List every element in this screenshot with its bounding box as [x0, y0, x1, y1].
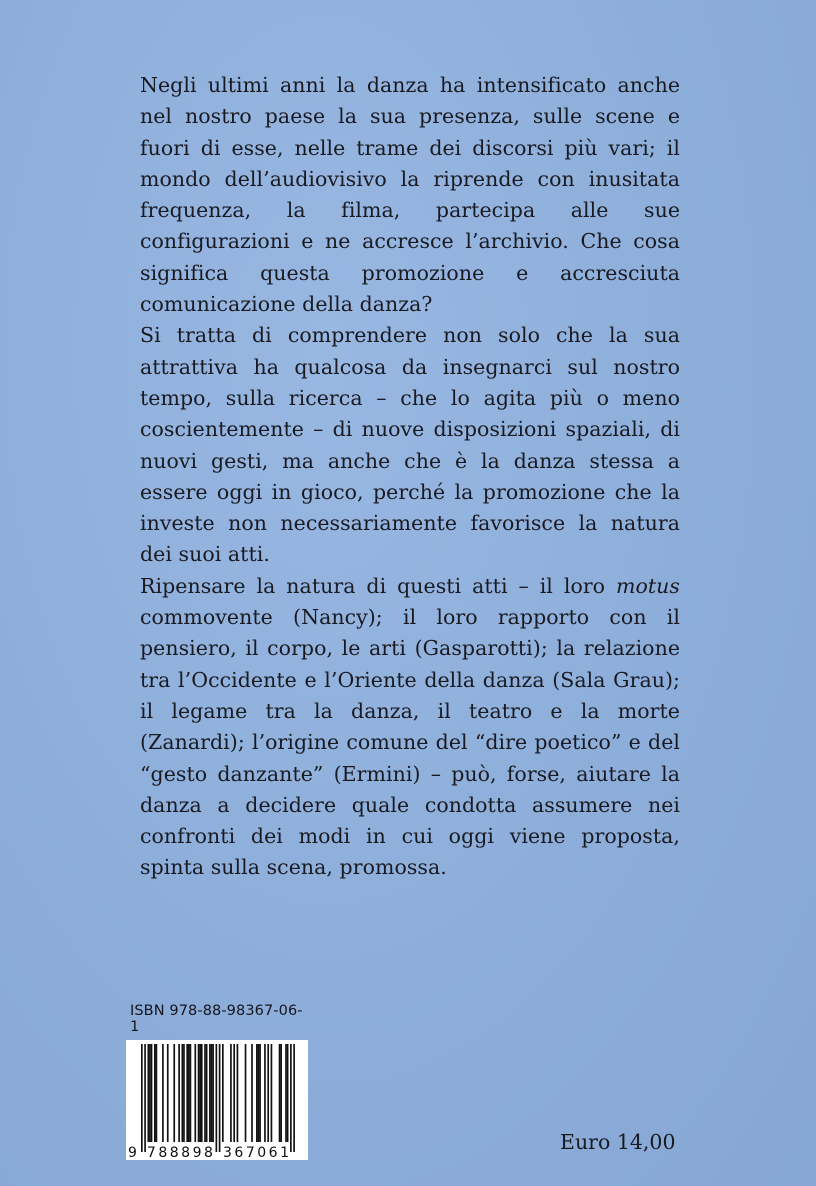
barcode-bar — [199, 1044, 201, 1142]
barcode-bar — [259, 1044, 261, 1142]
ean-barcode — [126, 1040, 308, 1160]
barcode-guard-bar — [219, 1044, 221, 1152]
barcode-bar — [147, 1044, 149, 1142]
barcode-bar — [183, 1044, 185, 1142]
barcode-bar — [233, 1044, 235, 1142]
barcode-guard-bar — [290, 1044, 292, 1152]
barcode-bar — [237, 1044, 239, 1142]
barcode-bar — [280, 1044, 282, 1142]
back-cover-blurb — [140, 70, 680, 884]
barcode-block — [126, 1003, 308, 1160]
barcode-bar — [209, 1044, 211, 1142]
barcode-guard-bar — [144, 1044, 146, 1152]
barcode-bar — [186, 1044, 188, 1142]
barcode-bar — [230, 1044, 232, 1142]
barcode-bar — [201, 1044, 203, 1142]
barcode-bar — [167, 1044, 169, 1142]
barcode-bar — [245, 1044, 247, 1142]
barcode-guard-bar — [293, 1044, 295, 1152]
barcode-bar — [151, 1044, 153, 1142]
barcode-digits-right: 367061 — [223, 1145, 289, 1160]
blurb-paragraph-1: Negli ultimi anni la danza ha intensificato anche nel nostro paese la sua presenza, sulle scene e fuori di esse, nelle trame dei discorsi più vari; il mondo dell’audiovisivo la riprende con inusitata frequenza, la filma, partecipa alle sue configurazioni e ne accresce l’archivio. Che cosa significa questa promozione e accresciuta comunicazione della danza? — [140, 73, 680, 317]
barcode-bar — [194, 1044, 196, 1142]
barcode-bar — [256, 1044, 258, 1142]
barcode-bar — [267, 1044, 269, 1142]
barcode-bar — [222, 1044, 224, 1142]
barcode-bar — [271, 1044, 273, 1142]
barcode-bar — [182, 1044, 184, 1142]
price-label: Euro 14,00 — [560, 1130, 676, 1154]
blurb-paragraph-3: Ripensare la natura di questi atti – il loro motus commovente (Nancy); il loro rapporto con il pensiero, il corpo, le arti (Gasparotti); la relazione tra l’Occidente e l’Oriente della danza (Sala Grau); il legame tra la danza, il teatro e la morte (Zanardi); l’origine comune del “dire poetico” e del “gesto danzante” (Ermini) – può, forse, aiutare la danza a decidere quale condotta assumere nei confronti dei modi in cui oggi viene proposta, spinta sulla scena, promossa. — [140, 573, 680, 880]
barcode-bars — [126, 1040, 308, 1160]
barcode-bar — [162, 1044, 164, 1142]
barcode-bar — [173, 1044, 175, 1142]
barcode-bar — [279, 1044, 281, 1142]
barcode-bar — [251, 1044, 253, 1142]
barcode-guard-bar — [216, 1044, 218, 1152]
barcode-bar — [287, 1044, 289, 1142]
barcode-bar — [190, 1044, 192, 1142]
barcode-bar — [264, 1044, 266, 1142]
barcode-bar — [285, 1044, 287, 1142]
barcode-guard-bar — [141, 1044, 143, 1152]
barcode-bar — [206, 1044, 208, 1142]
barcode-digits-left: 788898 — [146, 1145, 213, 1160]
blurb-paragraph-2: Si tratta di comprendere non solo che la sua attrattiva ha qualcosa da insegnarci sul nostro tempo, sulla ricerca – che lo agita più o meno coscientemente – di nuove disposizioni spaziali, di nuovi gesti, ma anche che è la danza stessa a essere oggi in gioco, perché la promozione che la investe non necessariamente favorisce la natura dei suoi atti. — [140, 323, 680, 567]
barcode-digit-lead: 9 — [128, 1145, 137, 1160]
barcode-bar — [258, 1044, 260, 1142]
barcode-bar — [178, 1044, 180, 1142]
barcode-bar — [154, 1044, 156, 1142]
barcode-bar — [149, 1044, 151, 1142]
barcode-bar — [211, 1044, 213, 1142]
barcode-bar — [212, 1044, 214, 1142]
isbn-label: ISBN 978-88-98367-06-1 — [130, 1003, 303, 1035]
italic-motus: motus — [616, 573, 680, 598]
barcode-bar — [198, 1044, 200, 1142]
barcode-bar — [188, 1044, 190, 1142]
barcode-bar — [204, 1044, 206, 1142]
barcode-bar — [156, 1044, 158, 1142]
